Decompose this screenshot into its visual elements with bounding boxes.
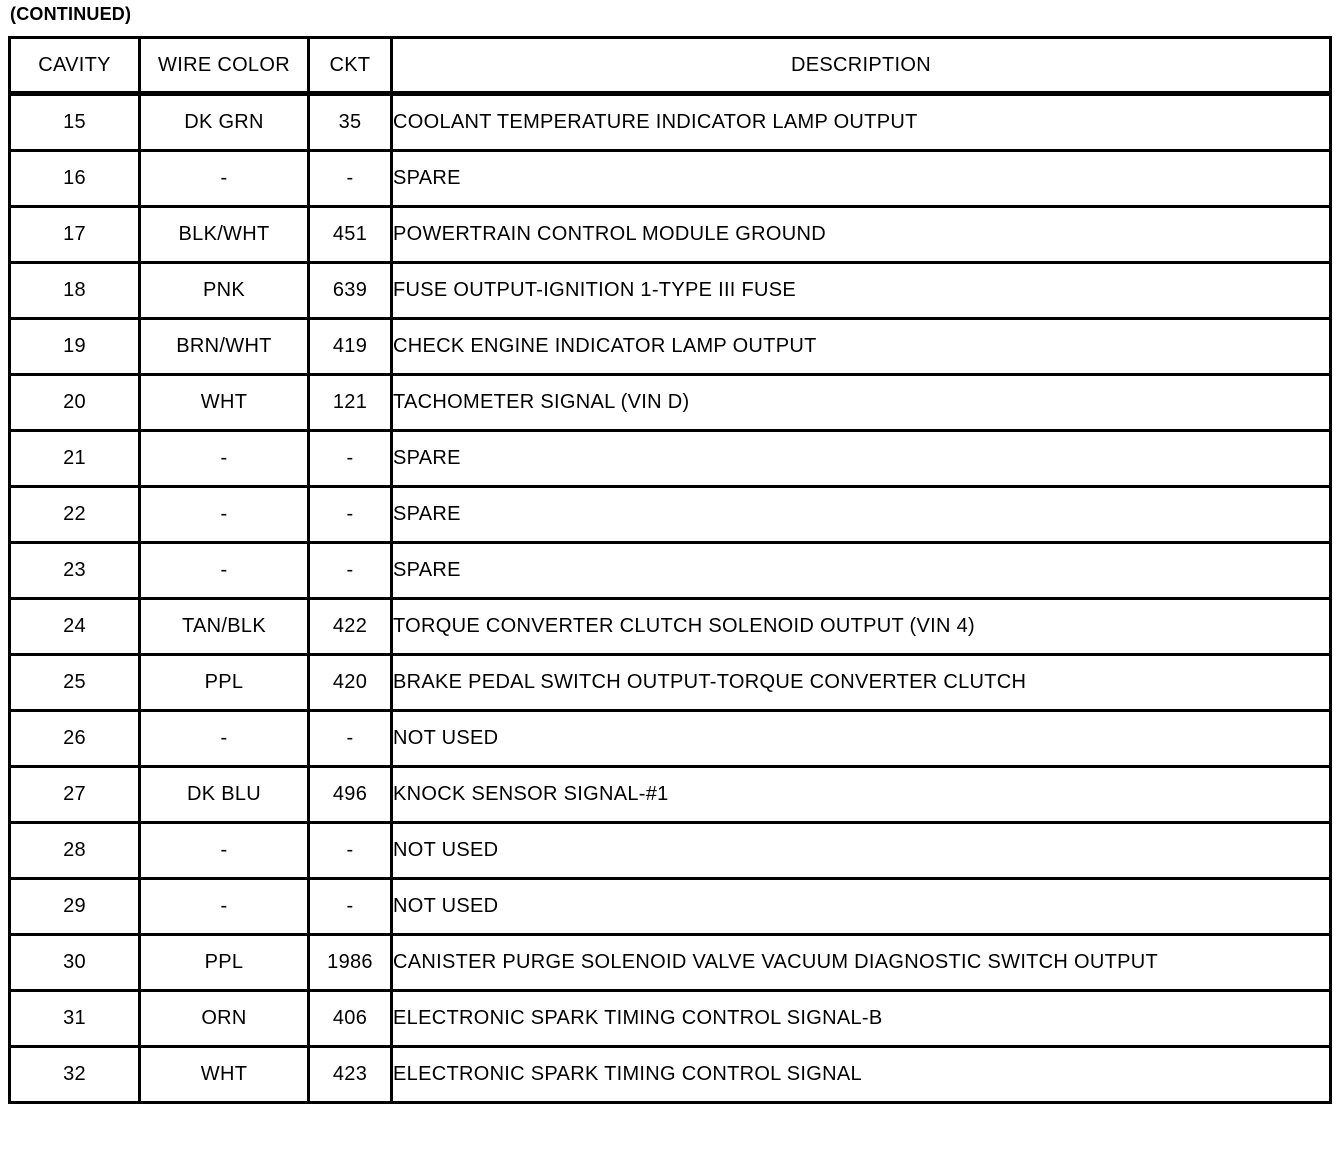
column-header-ckt: CKT xyxy=(309,38,392,94)
wire-color-cell: - xyxy=(140,431,309,487)
wire-color-cell: - xyxy=(140,543,309,599)
description-cell: ELECTRONIC SPARK TIMING CONTROL SIGNAL xyxy=(392,1047,1331,1103)
cavity-cell: 21 xyxy=(10,431,140,487)
cavity-cell: 27 xyxy=(10,767,140,823)
cavity-cell: 19 xyxy=(10,319,140,375)
ckt-cell: - xyxy=(309,711,392,767)
column-header-wire-color: WIRE COLOR xyxy=(140,38,309,94)
cavity-cell: 16 xyxy=(10,151,140,207)
cavity-cell: 28 xyxy=(10,823,140,879)
ckt-cell: 496 xyxy=(309,767,392,823)
wire-color-cell: - xyxy=(140,879,309,935)
cavity-cell: 17 xyxy=(10,207,140,263)
wire-color-cell: - xyxy=(140,823,309,879)
ckt-cell: 420 xyxy=(309,655,392,711)
ckt-cell: - xyxy=(309,823,392,879)
wire-color-cell: PPL xyxy=(140,655,309,711)
table-row xyxy=(10,151,1331,207)
table-row xyxy=(10,711,1331,767)
cavity-cell: 25 xyxy=(10,655,140,711)
column-header-description: DESCRIPTION xyxy=(392,38,1331,94)
description-cell: CANISTER PURGE SOLENOID VALVE VACUUM DIAGNOSTIC SWITCH OUTPUT xyxy=(392,935,1331,991)
column-header-cavity: CAVITY xyxy=(10,38,140,94)
cavity-cell: 30 xyxy=(10,935,140,991)
cavity-cell: 15 xyxy=(10,94,140,151)
description-cell: POWERTRAIN CONTROL MODULE GROUND xyxy=(392,207,1331,263)
ckt-cell: - xyxy=(309,543,392,599)
cavity-cell: 20 xyxy=(10,375,140,431)
description-cell: NOT USED xyxy=(392,711,1331,767)
ckt-cell: - xyxy=(309,487,392,543)
table-row xyxy=(10,1047,1331,1103)
ckt-cell: - xyxy=(309,151,392,207)
table-row xyxy=(10,431,1331,487)
table-row xyxy=(10,935,1331,991)
table-row xyxy=(10,543,1331,599)
wire-color-cell: BRN/WHT xyxy=(140,319,309,375)
wire-color-cell: ORN xyxy=(140,991,309,1047)
table-row xyxy=(10,207,1331,263)
ckt-cell: - xyxy=(309,431,392,487)
connector-pinout-table xyxy=(8,36,1332,1104)
description-cell: KNOCK SENSOR SIGNAL-#1 xyxy=(392,767,1331,823)
table-body xyxy=(10,94,1331,1103)
table-row xyxy=(10,879,1331,935)
cavity-cell: 24 xyxy=(10,599,140,655)
description-cell: ELECTRONIC SPARK TIMING CONTROL SIGNAL-B xyxy=(392,991,1331,1047)
description-cell: TACHOMETER SIGNAL (VIN D) xyxy=(392,375,1331,431)
wire-color-cell: PNK xyxy=(140,263,309,319)
cavity-cell: 22 xyxy=(10,487,140,543)
ckt-cell: - xyxy=(309,879,392,935)
cavity-cell: 31 xyxy=(10,991,140,1047)
table-row xyxy=(10,599,1331,655)
table-row xyxy=(10,487,1331,543)
header-row xyxy=(10,38,1331,94)
description-cell: NOT USED xyxy=(392,823,1331,879)
description-cell: SPARE xyxy=(392,431,1331,487)
cavity-cell: 29 xyxy=(10,879,140,935)
cavity-cell: 23 xyxy=(10,543,140,599)
table-row xyxy=(10,991,1331,1047)
table-row xyxy=(10,375,1331,431)
description-cell: BRAKE PEDAL SWITCH OUTPUT-TORQUE CONVERTER CLUTCH xyxy=(392,655,1331,711)
description-cell: FUSE OUTPUT-IGNITION 1-TYPE III FUSE xyxy=(392,263,1331,319)
table-row xyxy=(10,823,1331,879)
wire-color-cell: - xyxy=(140,487,309,543)
ckt-cell: 1986 xyxy=(309,935,392,991)
continued-label: (CONTINUED) xyxy=(10,4,132,24)
wire-color-cell: DK BLU xyxy=(140,767,309,823)
table-row xyxy=(10,263,1331,319)
wire-color-cell: - xyxy=(140,151,309,207)
ckt-cell: 423 xyxy=(309,1047,392,1103)
ckt-cell: 419 xyxy=(309,319,392,375)
description-cell: COOLANT TEMPERATURE INDICATOR LAMP OUTPUT xyxy=(392,94,1331,151)
wire-color-cell: WHT xyxy=(140,1047,309,1103)
table-row xyxy=(10,767,1331,823)
wire-color-cell: DK GRN xyxy=(140,94,309,151)
wire-color-cell: PPL xyxy=(140,935,309,991)
table-row xyxy=(10,319,1331,375)
wire-color-cell: BLK/WHT xyxy=(140,207,309,263)
ckt-cell: 406 xyxy=(309,991,392,1047)
description-cell: SPARE xyxy=(392,487,1331,543)
table-header xyxy=(10,38,1331,94)
wire-color-cell: TAN/BLK xyxy=(140,599,309,655)
wire-color-cell: WHT xyxy=(140,375,309,431)
ckt-cell: 451 xyxy=(309,207,392,263)
ckt-cell: 639 xyxy=(309,263,392,319)
cavity-cell: 18 xyxy=(10,263,140,319)
ckt-cell: 121 xyxy=(309,375,392,431)
table-row xyxy=(10,94,1331,151)
description-cell: TORQUE CONVERTER CLUTCH SOLENOID OUTPUT (VIN 4) xyxy=(392,599,1331,655)
cavity-cell: 26 xyxy=(10,711,140,767)
table-row xyxy=(10,655,1331,711)
description-cell: SPARE xyxy=(392,151,1331,207)
cavity-cell: 32 xyxy=(10,1047,140,1103)
description-cell: CHECK ENGINE INDICATOR LAMP OUTPUT xyxy=(392,319,1331,375)
ckt-cell: 35 xyxy=(309,94,392,151)
ckt-cell: 422 xyxy=(309,599,392,655)
description-cell: NOT USED xyxy=(392,879,1331,935)
description-cell: SPARE xyxy=(392,543,1331,599)
wire-color-cell: - xyxy=(140,711,309,767)
